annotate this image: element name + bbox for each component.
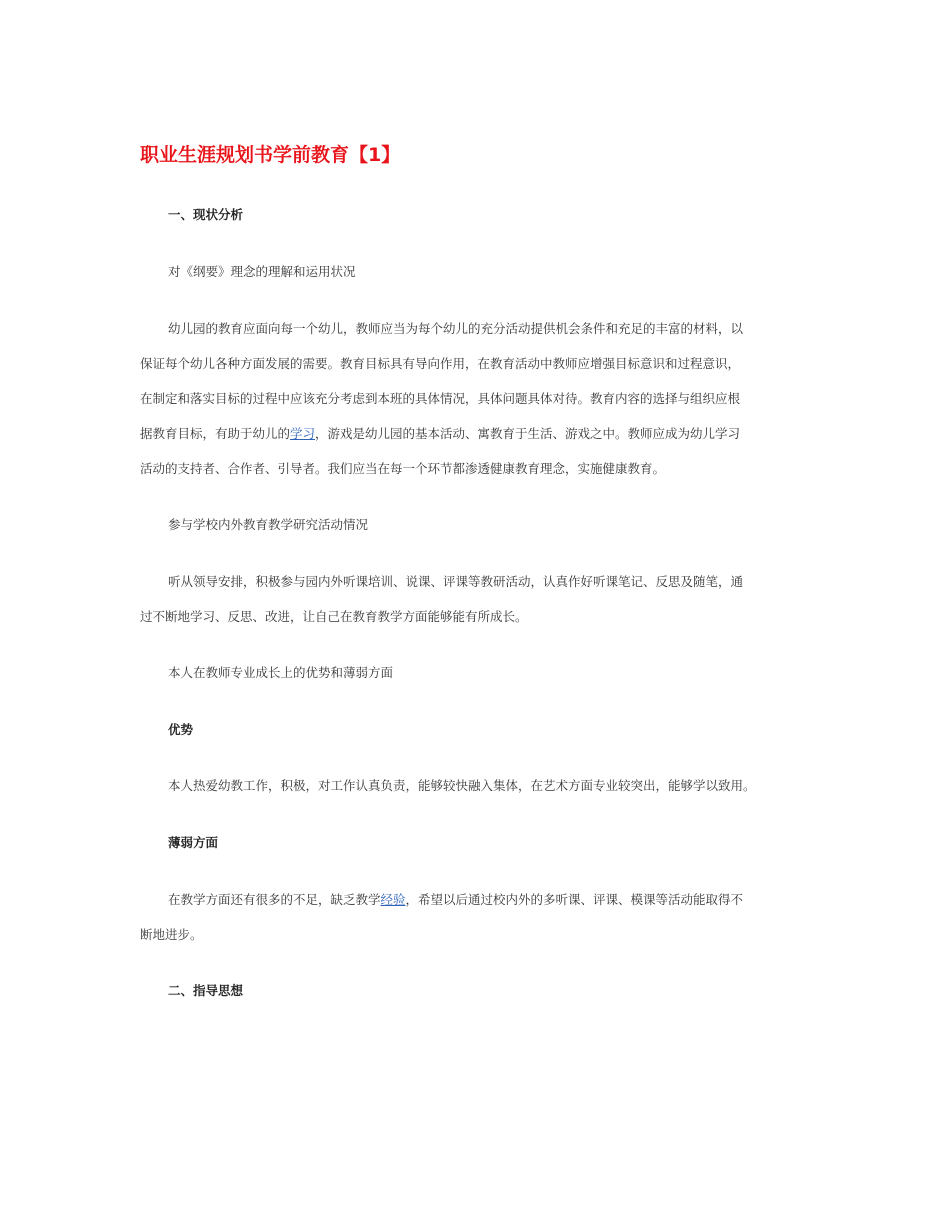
paragraph-line: 幼儿园的教育应面向每一个幼儿，教师应当为每个幼儿的充分活动提供机会条件和充足的丰富的材料，以	[168, 321, 744, 336]
link-experience[interactable]: 经验	[380, 892, 406, 907]
text-segment: 据教育目标，有助于幼儿的	[140, 426, 291, 441]
section-heading-status: 一、现状分析	[168, 207, 244, 222]
paragraph-line: 在制定和落实目标的过程中应该充分考虑到本班的具体情况，具体问题具体对待。教育内容的选择与组织应根	[140, 391, 741, 406]
paragraph-research	[140, 564, 812, 634]
paragraph-weakness	[140, 882, 812, 952]
paragraph-outline	[140, 311, 812, 486]
link-study[interactable]: 学习	[290, 426, 316, 441]
paragraph-line: 本人热爱幼教工作，积极，对工作认真负责，能够较快融入集体，在艺术方面专业较突出，能够学以致用。	[168, 778, 756, 793]
heading-weakness: 薄弱方面	[168, 835, 219, 850]
paragraph-advantage	[140, 768, 812, 803]
paragraph-line	[140, 882, 812, 917]
text-segment: ，希望以后通过校内外的多听课、评课、模课等活动能取得不	[405, 892, 744, 907]
paragraph-line: 活动的支持者、合作者、引导者。我们应当在每一个环节都渗透健康教育理念，实施健康教育。	[140, 461, 666, 476]
paragraph-line: 保证每个幼儿各种方面发展的需要。教育目标具有导向作用，在教育活动中教师应增强目标意识和过程意识，	[140, 356, 741, 371]
paragraph-line	[140, 416, 812, 451]
section-heading-guiding-ideology: 二、指导思想	[168, 983, 244, 998]
document-title: 职业生涯规划书学前教育【1】	[140, 144, 401, 166]
subheading-outline-understanding: 对《纲要》理念的理解和运用状况	[168, 264, 356, 279]
heading-advantage: 优势	[168, 722, 194, 737]
paragraph-line: 过不断地学习、反思、改进，让自己在教育教学方面能够能有所成长。	[140, 609, 528, 624]
subheading-strengths-weaknesses: 本人在教师专业成长上的优势和薄弱方面	[168, 665, 394, 680]
text-segment: ，游戏是幼儿园的基本活动、寓教育于生活、游戏之中。教师应成为幼儿学习	[315, 426, 741, 441]
subheading-research-activities: 参与学校内外教育教学研究活动情况	[168, 517, 369, 532]
paragraph-line: 听从领导安排，积极参与园内外听课培训、说课、评课等教研活动，认真作好听课笔记、反思及随笔，通	[168, 574, 744, 589]
paragraph-line: 断地进步。	[140, 927, 203, 942]
text-segment: 在教学方面还有很多的不足，缺乏教学	[168, 892, 381, 907]
